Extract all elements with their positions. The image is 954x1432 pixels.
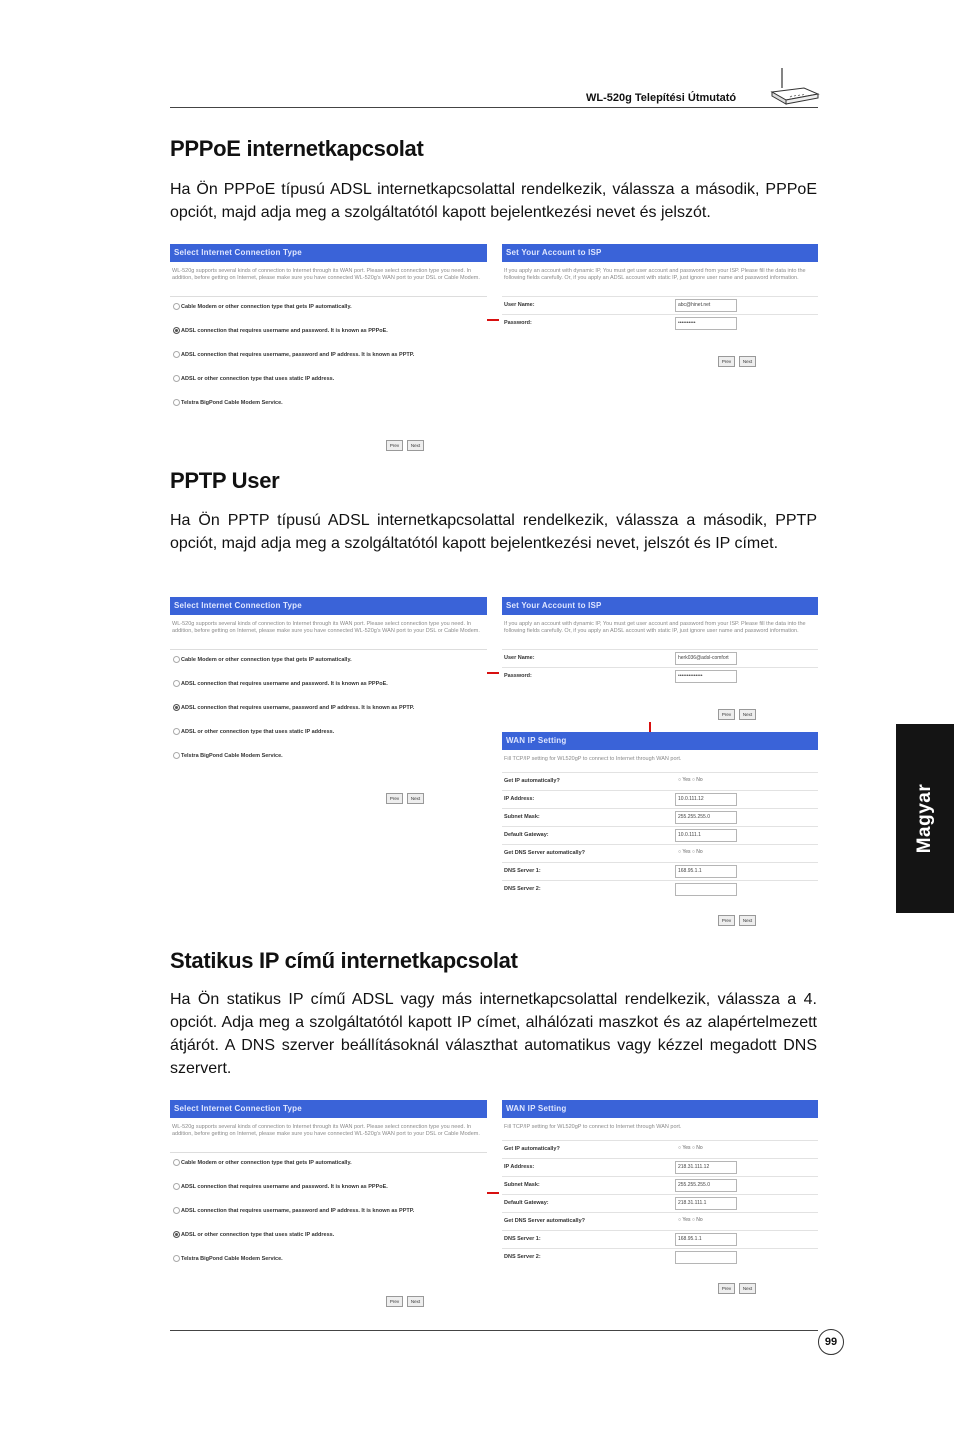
panel-description: Fill TCP/IP setting for WL520gP to connect to Internet through WAN port. bbox=[504, 1124, 682, 1130]
dns-auto-label: Get DNS Server automatically? bbox=[504, 1218, 586, 1224]
footer-rule bbox=[170, 1330, 818, 1331]
dns1-input[interactable]: 168.95.1.1 bbox=[675, 865, 737, 878]
section-heading-static: Statikus IP című internetkapcsolat bbox=[170, 948, 518, 973]
header-rule bbox=[170, 107, 818, 108]
option-pppoe[interactable]: ADSL connection that requires username and password. It is known as PPPoE. bbox=[170, 321, 487, 345]
section-heading-pppoe: PPPoE internetkapcsolat bbox=[170, 136, 424, 161]
wan-ip-panel-static bbox=[502, 1100, 818, 1292]
header-title: WL-520g Telepítési Útmutató bbox=[586, 92, 737, 104]
next-button[interactable]: Next bbox=[739, 356, 756, 367]
language-side-tab bbox=[896, 724, 954, 913]
password-input[interactable]: •••••••••••••• bbox=[675, 670, 737, 683]
option-telstra[interactable]: Telstra BigPond Cable Modem Service. bbox=[170, 1249, 487, 1273]
radio-selected-icon[interactable] bbox=[173, 327, 180, 334]
panel-title: Set Your Account to ISP bbox=[502, 597, 818, 615]
user-name-input[interactable]: abc@hinet.net bbox=[675, 299, 737, 312]
radio-icon[interactable] bbox=[173, 399, 180, 406]
red-marker bbox=[649, 722, 651, 732]
subnet-mask-label: Subnet Mask: bbox=[504, 1182, 540, 1188]
radio-icon[interactable] bbox=[173, 1207, 180, 1214]
option-cable[interactable]: Cable Modem or other connection type that gets IP automatically. bbox=[170, 297, 487, 321]
password-label: Password: bbox=[504, 673, 532, 679]
page-number: 99 bbox=[818, 1329, 844, 1355]
gateway-input[interactable]: 218.31.111.1 bbox=[675, 1197, 737, 1210]
panel-title: Select Internet Connection Type bbox=[170, 244, 487, 262]
subnet-mask-input[interactable]: 255.255.255.0 bbox=[675, 1179, 737, 1192]
connection-type-panel bbox=[170, 1100, 487, 1306]
panel-description: If you apply an account with dynamic IP, You must get user account and password from your ISP. Please fill the data into the following fields carefully. Or, if you apply an ADSL account with static IP, just ignore user name and password information. bbox=[504, 268, 806, 281]
ip-address-label: IP Address: bbox=[504, 796, 535, 802]
option-static[interactable]: ADSL or other connection type that uses static IP address. bbox=[170, 369, 487, 393]
password-label: Password: bbox=[504, 320, 532, 326]
side-tab-label: Magyar bbox=[914, 783, 935, 854]
panel-title: Select Internet Connection Type bbox=[170, 597, 487, 615]
radio-selected-icon[interactable] bbox=[173, 704, 180, 711]
next-button[interactable]: Next bbox=[739, 1283, 756, 1294]
account-panel-pppoe bbox=[502, 244, 818, 364]
red-marker bbox=[487, 319, 499, 321]
red-marker bbox=[487, 1192, 499, 1194]
option-telstra[interactable]: Telstra BigPond Cable Modem Service. bbox=[170, 393, 487, 417]
next-button[interactable]: Next bbox=[407, 1296, 424, 1307]
radio-icon[interactable] bbox=[173, 752, 180, 759]
radio-icon[interactable] bbox=[173, 680, 180, 687]
option-pppoe[interactable]: ADSL connection that requires username and password. It is known as PPPoE. bbox=[170, 674, 487, 698]
next-button[interactable]: Next bbox=[407, 793, 424, 804]
connection-type-panel bbox=[170, 244, 487, 450]
next-button[interactable]: Next bbox=[739, 915, 756, 926]
dns2-input[interactable] bbox=[675, 883, 737, 896]
panel-description: WL-520g supports several kinds of connection to Internet through its WAN port. Please select connection type you need. In addition, before getting on Internet, please make sure you have connected WL-520g's WAN port to your DSL or Cable Modem. bbox=[172, 621, 480, 634]
radio-icon[interactable] bbox=[173, 351, 180, 358]
prev-button[interactable]: Prev bbox=[718, 356, 735, 367]
radio-icon[interactable] bbox=[173, 1159, 180, 1166]
radio-icon[interactable] bbox=[173, 303, 180, 310]
option-static[interactable]: ADSL or other connection type that uses static IP address. bbox=[170, 722, 487, 746]
prev-button[interactable]: Prev bbox=[386, 440, 403, 451]
ip-address-label: IP Address: bbox=[504, 1164, 535, 1170]
radio-selected-icon[interactable] bbox=[173, 1231, 180, 1238]
wan-ip-panel-pptp bbox=[502, 732, 818, 922]
red-marker bbox=[487, 672, 499, 674]
router-icon bbox=[768, 66, 820, 106]
dns2-label: DNS Server 2: bbox=[504, 886, 541, 892]
prev-button[interactable]: Prev bbox=[718, 709, 735, 720]
get-ip-radio[interactable]: ○ Yes ○ No bbox=[678, 777, 703, 783]
radio-icon[interactable] bbox=[173, 1183, 180, 1190]
option-static[interactable]: ADSL or other connection type that uses static IP address. bbox=[170, 1225, 487, 1249]
panel-description: WL-520g supports several kinds of connection to Internet through its WAN port. Please select connection type you need. In addition, before getting on Internet, please make sure you have connected WL-520g's WAN port to your DSL or Cable Modem. bbox=[172, 268, 480, 281]
option-pptp[interactable]: ADSL connection that requires username, password and IP address. It is known as PPTP. bbox=[170, 698, 487, 722]
option-cable[interactable]: Cable Modem or other connection type that gets IP automatically. bbox=[170, 650, 487, 674]
connection-type-panel bbox=[170, 597, 487, 803]
dns-auto-radio[interactable]: ○ Yes ○ No bbox=[678, 1217, 703, 1223]
section-text-pptp: Ha Ön PPTP típusú ADSL internetkapcsolattal rendelkezik, válassza a második, PPTP opciót, majd adja meg a szolgáltatótól kapott bejelentkezési nevet, jelszót és IP címet. bbox=[170, 512, 817, 552]
dns-auto-label: Get DNS Server automatically? bbox=[504, 850, 586, 856]
dns2-input[interactable] bbox=[675, 1251, 737, 1264]
user-name-label: User Name: bbox=[504, 655, 535, 661]
section-text-pppoe: Ha Ön PPPoE típusú ADSL internetkapcsolattal rendelkezik, válassza a második, PPPoE opciót, majd adja meg a szolgáltatótól kapott bejelentkezési nevet és jelszót. bbox=[170, 181, 817, 221]
panel-title: WAN IP Setting bbox=[502, 1100, 818, 1118]
radio-icon[interactable] bbox=[173, 1255, 180, 1262]
panel-title: WAN IP Setting bbox=[502, 732, 818, 750]
option-pptp[interactable]: ADSL connection that requires username, password and IP address. It is known as PPTP. bbox=[170, 1201, 487, 1225]
subnet-mask-label: Subnet Mask: bbox=[504, 814, 540, 820]
user-name-input[interactable]: herk036@adsl-comfort bbox=[675, 652, 737, 665]
get-ip-radio[interactable]: ○ Yes ○ No bbox=[678, 1145, 703, 1151]
get-ip-label: Get IP automatically? bbox=[504, 1146, 560, 1152]
option-cable[interactable]: Cable Modem or other connection type that gets IP automatically. bbox=[170, 1153, 487, 1177]
option-pptp[interactable]: ADSL connection that requires username, password and IP address. It is known as PPTP. bbox=[170, 345, 487, 369]
radio-icon[interactable] bbox=[173, 656, 180, 663]
ip-address-input[interactable]: 218.31.111.12 bbox=[675, 1161, 737, 1174]
dns1-label: DNS Server 1: bbox=[504, 868, 541, 874]
prev-button[interactable]: Prev bbox=[386, 1296, 403, 1307]
section-heading-pptp: PPTP User bbox=[170, 468, 280, 493]
gateway-label: Default Gateway: bbox=[504, 1200, 549, 1206]
option-telstra[interactable]: Telstra BigPond Cable Modem Service. bbox=[170, 746, 487, 770]
panel-description: Fill TCP/IP setting for WL520gP to connect to Internet through WAN port. bbox=[504, 756, 682, 762]
prev-button[interactable]: Prev bbox=[718, 915, 735, 926]
account-panel-pptp bbox=[502, 597, 818, 717]
option-pppoe[interactable]: ADSL connection that requires username and password. It is known as PPPoE. bbox=[170, 1177, 487, 1201]
dns1-label: DNS Server 1: bbox=[504, 1236, 541, 1242]
subnet-mask-input[interactable]: 255.255.255.0 bbox=[675, 811, 737, 824]
get-ip-label: Get IP automatically? bbox=[504, 778, 560, 784]
panel-title: Select Internet Connection Type bbox=[170, 1100, 487, 1118]
dns1-input[interactable]: 168.95.1.1 bbox=[675, 1233, 737, 1246]
radio-icon[interactable] bbox=[173, 375, 180, 382]
section-text-static: Ha Ön statikus IP című ADSL vagy más internetkapcsolattal rendelkezik, válassza a 4. opciót. Adja meg a szolgáltatótól kapott IP címet, alhálózati maszkot és az alapértelmezett átjárót. A DNS szerver beállításoknál választhat automatikus vagy kézzel megadott DNS szervert. bbox=[170, 991, 817, 1077]
gateway-label: Default Gateway: bbox=[504, 832, 549, 838]
prev-button[interactable]: Prev bbox=[718, 1283, 735, 1294]
password-input[interactable]: •••••••••• bbox=[675, 317, 737, 330]
panel-title: Set Your Account to ISP bbox=[502, 244, 818, 262]
radio-icon[interactable] bbox=[173, 728, 180, 735]
prev-button[interactable]: Prev bbox=[386, 793, 403, 804]
dns2-label: DNS Server 2: bbox=[504, 1254, 541, 1260]
dns-auto-radio[interactable]: ○ Yes ○ No bbox=[678, 849, 703, 855]
next-button[interactable]: Next bbox=[407, 440, 424, 451]
next-button[interactable]: Next bbox=[739, 709, 756, 720]
user-name-label: User Name: bbox=[504, 302, 535, 308]
gateway-input[interactable]: 10.0.111.1 bbox=[675, 829, 737, 842]
ip-address-input[interactable]: 10.0.111.12 bbox=[675, 793, 737, 806]
panel-description: If you apply an account with dynamic IP, You must get user account and password from your ISP. Please fill the data into the following fields carefully. Or, if you apply an ADSL account with static IP, just ignore user name and password information. bbox=[504, 621, 806, 634]
panel-description: WL-520g supports several kinds of connection to Internet through its WAN port. Please select connection type you need. In addition, before getting on Internet, please make sure you have connected WL-520g's WAN port to your DSL or Cable Modem. bbox=[172, 1124, 480, 1137]
